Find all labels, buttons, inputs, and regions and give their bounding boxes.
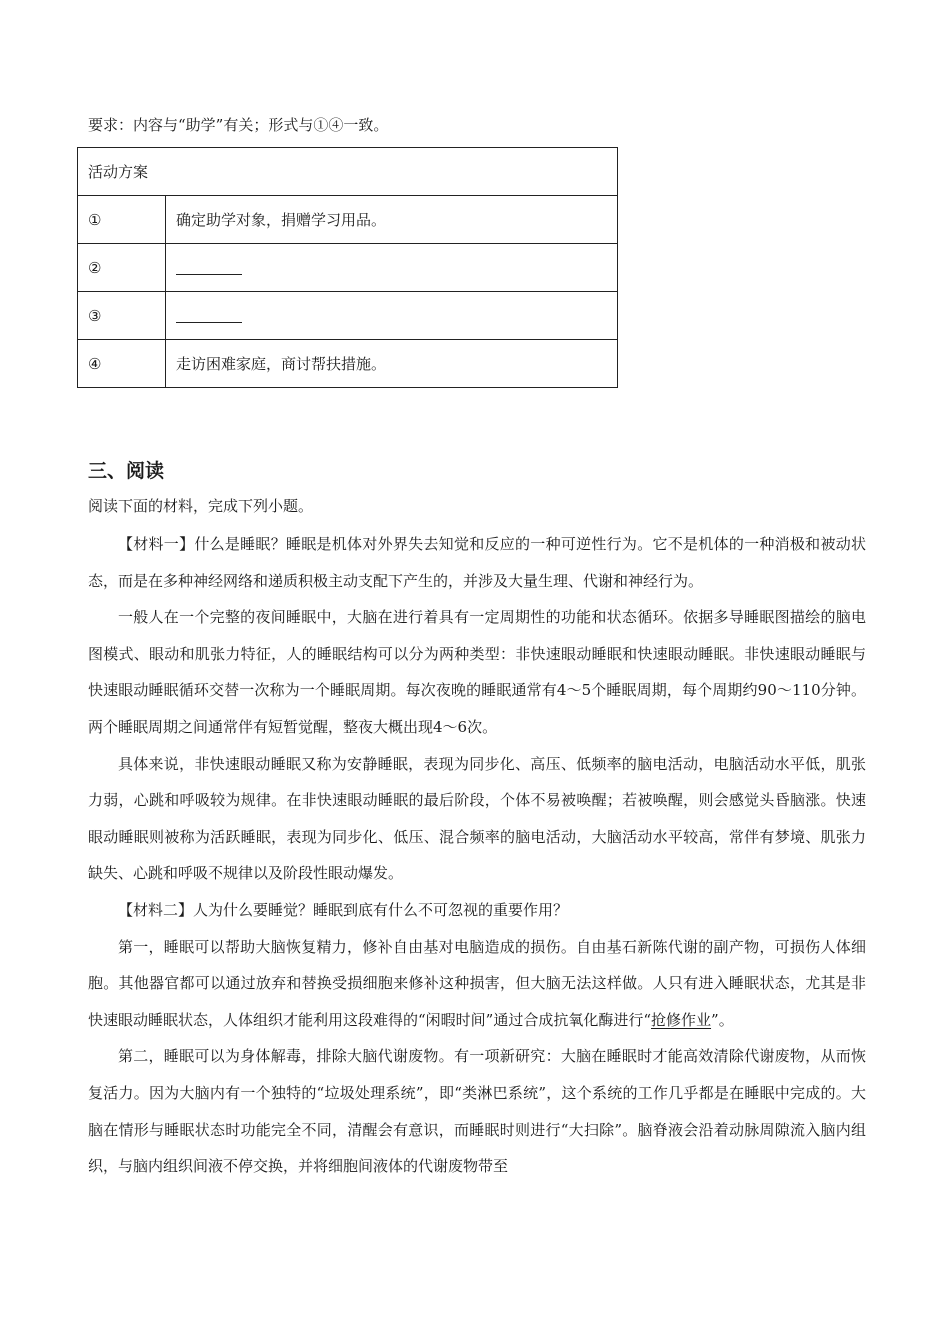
- paragraph: [88, 929, 866, 1039]
- table-row: [78, 244, 618, 292]
- row-text: 走访困难家庭，商讨帮扶措施。: [166, 340, 618, 388]
- answer-blank[interactable]: [176, 306, 242, 323]
- paragraph-text: ”。: [711, 1010, 734, 1029]
- row-number: ①: [78, 196, 166, 244]
- paragraph: 第二，睡眠可以为身体解毒，排除大脑代谢废物。有一项新研究：大脑在睡眠时才能高效清除代谢废物，从而恢复活力。因为大脑内有一个独特的“垃圾处理系统”，即“类淋巴系统”，这个系统的工作几乎都是在睡眠中完成的。大脑在情形与睡眠状态时功能完全不同，清醒会有意识，而睡眠时则进行“大扫除”。脑脊液会沿着动脉周隙流入脑内组织，与脑内组织间液不停交换，并将细胞间液体的代谢废物带至: [88, 1047, 866, 1176]
- row-number: ②: [78, 244, 166, 292]
- paragraph-material-2: 【材料二】人为什么要睡觉？睡眠到底有什么不可忽视的重要作用？: [118, 900, 569, 919]
- table-row: [78, 196, 618, 244]
- row-text: 确定助学对象，捐赠学习用品。: [166, 196, 618, 244]
- activity-plan-table: [77, 147, 618, 388]
- paragraph-text: 第一，睡眠可以帮助大脑恢复精力，修补自由基对电脑造成的损伤。自由基石新陈代谢的副产物，可损伤人体细胞。其他器官都可以通过放弃和替换受损细胞来修补这种损害，但大脑无法这样做。人只有进入睡眠状态，尤其是非快速眼动睡眠状态，人体组织才能利用这段难得的“闲暇时间”通过合成抗氧化酶进行“: [88, 937, 866, 1029]
- paragraph: 具体来说，非快速眼动睡眠又称为安静睡眠，表现为同步化、高压、低频率的脑电活动，电脑活动水平低，肌张力弱，心跳和呼吸较为规律。在非快速眼动睡眠的最后阶段，个体不易被唤醒；若被唤醒，则会感觉头昏脑涨。快速眼动睡眠则被称为活跃睡眠，表现为同步化、低压、混合频率的脑电活动，大脑活动水平较高，常伴有梦境、肌张力缺失、心跳和呼吸不规律以及阶段性眼动爆发。: [88, 754, 866, 883]
- section-title: 三、阅读: [88, 460, 165, 482]
- paragraph-material-1: 【材料一】什么是睡眠？睡眠是机体对外界失去知觉和反应的一种可逆性行为。它不是机体的一种消极和被动状态，而是在多种神经网络和递质积极主动支配下产生的，并涉及大量生理、代谢和神经行为。: [88, 535, 866, 590]
- table-row: [78, 292, 618, 340]
- row-number: ④: [78, 340, 166, 388]
- table-header: 活动方案: [78, 148, 618, 196]
- requirement-text: 要求：内容与“助学”有关；形式与①④一致。: [88, 116, 389, 134]
- answer-blank-cell[interactable]: [166, 244, 618, 292]
- table-row: [78, 340, 618, 388]
- paragraph: 一般人在一个完整的夜间睡眠中，大脑在进行着具有一定周期性的功能和状态循环。依据多导睡眠图描绘的脑电图模式、眼动和肌张力特征，人的睡眠结构可以分为两种类型：非快速眼动睡眠和快速眼动睡眠。非快速眼动睡眠与快速眼动睡眠循环交替一次称为一个睡眠周期。每次夜晚的睡眠通常有4～5个睡眠周期，每个周期约90～110分钟。两个睡眠周期之间通常伴有短暂觉醒，整夜大概出现4～6次。: [88, 608, 866, 736]
- table-header-row: [78, 148, 618, 196]
- answer-blank-cell[interactable]: [166, 292, 618, 340]
- underlined-phrase: 抢修作业: [651, 1010, 712, 1029]
- section-intro: 阅读下面的材料，完成下列小题。: [88, 497, 314, 515]
- answer-blank[interactable]: [176, 258, 242, 275]
- row-number: ③: [78, 292, 166, 340]
- reading-passage: [88, 526, 866, 1185]
